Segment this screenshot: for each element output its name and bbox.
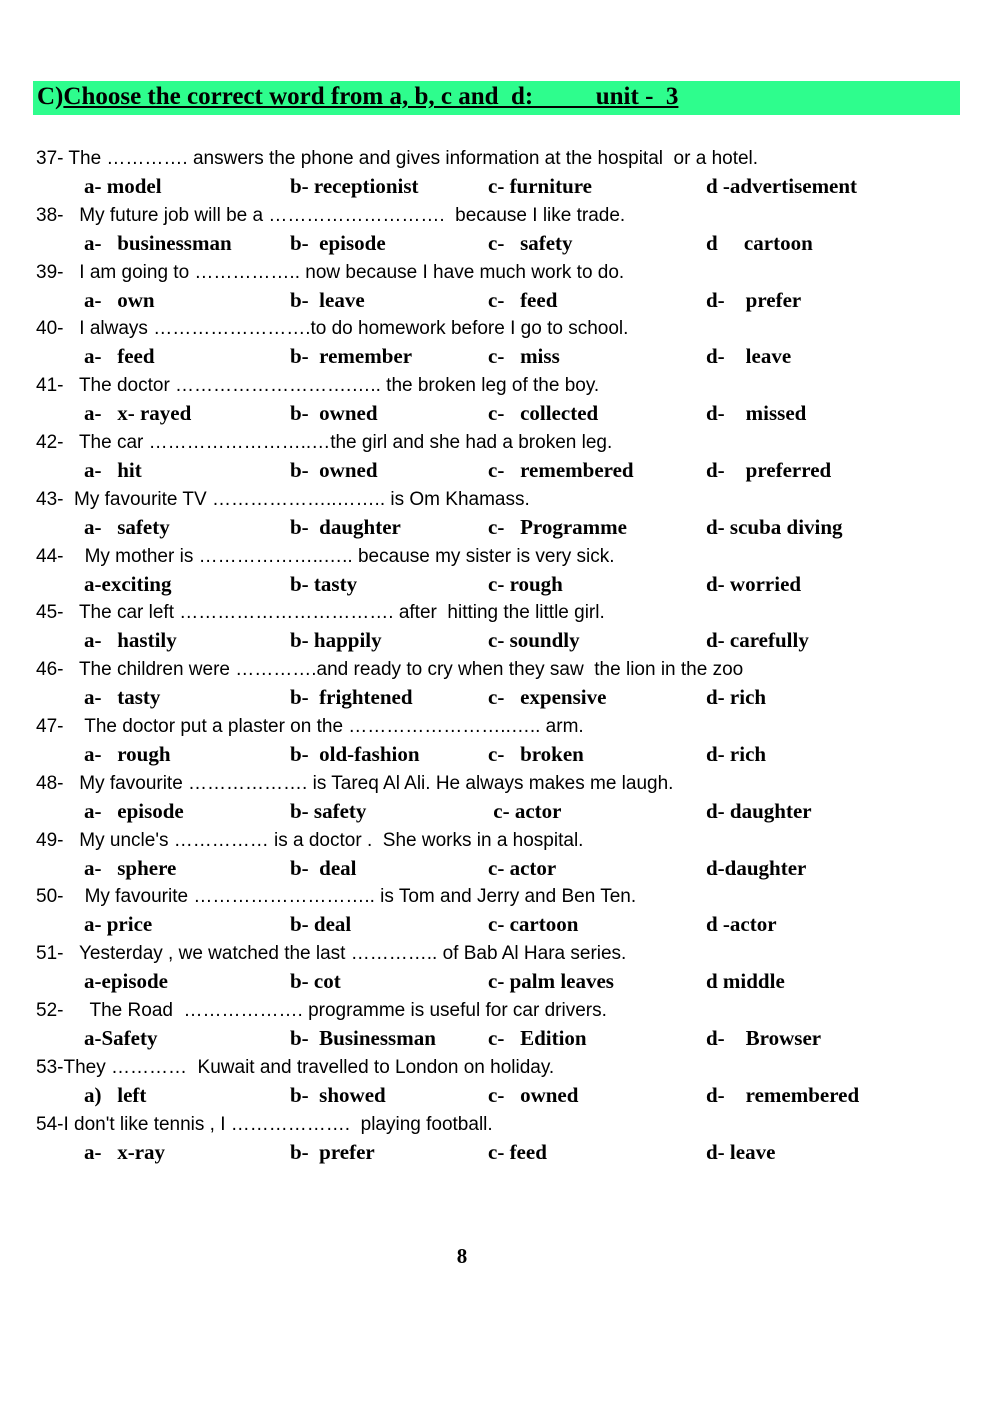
option-a: a- own — [84, 287, 155, 312]
question-text: 52- The Road ………………. programme is useful for car drivers. — [36, 1000, 607, 1021]
option-b: b- owned — [290, 401, 378, 426]
question-text: 39- I am going to …………….. now because I have much work to do. — [36, 261, 625, 283]
option-a: a- hit — [84, 458, 142, 482]
section-title: Choose the correct word from a, b, c and d: unit - 3 — [63, 83, 679, 110]
question-text: 47- The doctor put a plaster on the ……………………..….. arm. — [36, 716, 584, 737]
option-d: d cartoon — [706, 230, 813, 255]
option-a: a- price — [84, 912, 153, 937]
question-text: 51- Yesterday , we watched the last ………….. of Bab Al Hara series. — [36, 943, 627, 965]
page-number: 8 — [456, 1244, 468, 1268]
option-d: d -actor — [706, 912, 777, 937]
option-d: d- preferred — [706, 458, 832, 482]
option-d: d- Browser — [706, 1026, 822, 1050]
option-a: a- feed — [84, 344, 155, 369]
option-a: a- sphere — [84, 855, 177, 880]
option-c: c- miss — [488, 344, 560, 369]
question-text: 50- My favourite ……………………….. is Tom and Jerry and Ben Ten. — [36, 886, 637, 908]
option-c: c- Programme — [488, 514, 627, 539]
option-d: d-daughter — [706, 855, 807, 880]
option-d: d- worried — [706, 571, 802, 596]
option-b: b- remember — [290, 344, 413, 369]
option-a: a) left — [84, 1082, 147, 1107]
option-b: b- cot — [290, 969, 341, 994]
question-text: 45- The car left ……………………………. after hitting the little girl. — [36, 602, 605, 624]
option-b: b- deal — [290, 912, 352, 937]
option-d: d- rich — [706, 685, 767, 710]
option-b: b- happily — [290, 628, 382, 653]
option-a: a- episode — [84, 798, 184, 823]
option-d: d- carefully — [706, 628, 809, 653]
option-b: b- prefer — [290, 1139, 375, 1164]
option-c: c- soundly — [488, 628, 580, 653]
option-c: c- collected — [488, 401, 599, 426]
section-letter: C) — [37, 83, 64, 110]
question-text: 54-I don't like tennis , I ………………. playing football. — [36, 1113, 493, 1135]
option-a: a- tasty — [84, 685, 161, 710]
option-c: c- feed — [488, 287, 558, 312]
option-c: c- expensive — [488, 685, 607, 710]
option-a: a- safety — [84, 514, 170, 539]
option-b: b- frightened — [290, 685, 413, 710]
option-d: d- prefer — [706, 287, 802, 312]
option-a: a- hastily — [84, 628, 177, 653]
option-d: d- remembered — [706, 1082, 860, 1107]
question-text: 38- My future job will be a ………………………. because I like trade. — [36, 204, 626, 226]
option-b: b- safety — [290, 798, 367, 823]
option-c: c- actor — [488, 798, 562, 823]
option-d: d -advertisement — [706, 174, 858, 198]
option-b: b- receptionist — [290, 174, 419, 198]
option-c: c- actor — [488, 855, 557, 880]
option-a: a- businessman — [84, 230, 232, 255]
option-c: c- palm leaves — [488, 969, 614, 994]
option-b: b- tasty — [290, 571, 358, 596]
option-c: c- furniture — [488, 174, 593, 198]
option-c: c- cartoon — [488, 912, 579, 937]
option-a: a- x-ray — [84, 1139, 166, 1164]
option-b: b- showed — [290, 1082, 386, 1107]
option-c: c- owned — [488, 1082, 579, 1107]
option-b: b- leave — [290, 287, 365, 312]
option-d: d- scuba diving — [706, 514, 843, 539]
question-text: 42- The car ……………………..…the girl and she had a broken leg. — [36, 432, 613, 453]
section-header — [37, 83, 678, 111]
option-d: d- leave — [706, 344, 792, 369]
option-c: c- rough — [488, 571, 563, 596]
option-a: a- x- rayed — [84, 401, 192, 426]
option-c: c- safety — [488, 230, 573, 255]
question-text: 41- The doctor ……………………….….. the broken leg of the boy. — [36, 375, 600, 397]
question-text: 49- My uncle's …………… is a doctor . She works in a hospital. — [36, 829, 584, 851]
option-b: b- deal — [290, 855, 357, 880]
option-d: d- missed — [706, 401, 807, 426]
option-d: d- daughter — [706, 798, 812, 823]
question-text: 46- The children were ………….and ready to cry when they saw the lion in the zoo — [36, 659, 744, 681]
question-text: 43- My favourite TV ………………..…….. is Om Khamass. — [36, 488, 530, 510]
option-c: c- broken — [488, 742, 584, 766]
question-text: 44- My mother is ………………..….. because my sister is very sick. — [36, 545, 615, 567]
option-b: b- old-fashion — [290, 742, 420, 766]
question-text: 48- My favourite ………………. is Tareq Al Ali. He always makes me laugh. — [36, 772, 674, 794]
option-b: b- daughter — [290, 514, 401, 539]
option-a: a-Safety — [84, 1026, 158, 1050]
option-a: a-exciting — [84, 571, 172, 596]
option-b: b- Businessman — [290, 1026, 436, 1050]
option-c: c- feed — [488, 1139, 547, 1164]
option-b: b- owned — [290, 458, 378, 482]
option-b: b- episode — [290, 230, 386, 255]
option-d: d- leave — [706, 1139, 776, 1164]
question-text: 53-They ………… Kuwait and travelled to London on holiday. — [36, 1056, 555, 1078]
option-a: a- rough — [84, 742, 171, 766]
option-a: a-episode — [84, 969, 168, 994]
question-text: 37- The …………. answers the phone and gives information at the hospital or a hotel. — [36, 148, 759, 169]
option-a: a- model — [84, 174, 162, 198]
option-d: d middle — [706, 969, 785, 994]
option-d: d- rich — [706, 742, 767, 766]
option-c: c- Edition — [488, 1026, 587, 1050]
option-c: c- remembered — [488, 458, 634, 482]
question-text: 40- I always …………………….to do homework before I go to school. — [36, 318, 629, 340]
